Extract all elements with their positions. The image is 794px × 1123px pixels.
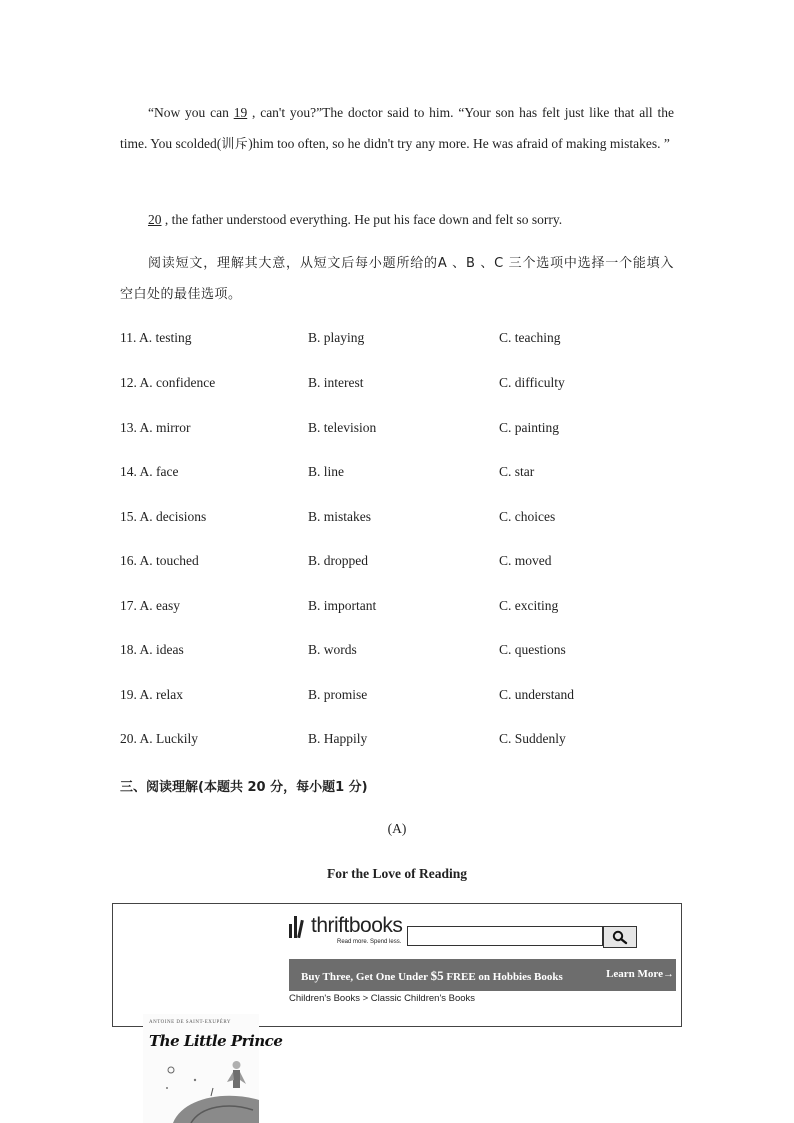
option-a: 18. A. ideas [120,642,184,657]
option-b: B. Happily [308,731,368,746]
question-row [120,731,680,751]
chinese-gloss: 训斥 [221,137,249,152]
promo-text: Buy Three, Get One Under $5 FREE on Hobbies Books [301,968,563,983]
search-input[interactable] [407,926,603,946]
passage-paragraph-1 [120,97,674,160]
instructions: 阅读短文，理解其大意，从短文后每小题所给的A 、B 、C 三个选项中选择一个能填入空白处的最佳选项。 [120,256,674,302]
option-c: C. difficulty [499,375,565,390]
book-title: The Little Prince [149,1032,283,1050]
option-b: B. mistakes [308,509,371,524]
option-c: C. teaching [499,330,561,345]
option-c: C. questions [499,642,566,657]
question-row [120,420,680,440]
question-row [120,553,680,573]
search-icon [612,930,628,944]
passage-text: “Now you can [148,105,234,120]
option-c: C. moved [499,553,552,568]
option-b: B. important [308,598,377,613]
promo-banner[interactable] [289,959,676,991]
option-b: B. playing [308,330,365,345]
option-b: B. television [308,420,377,435]
learn-more-link[interactable]: Learn More→ [606,968,674,980]
option-c: C. Suddenly [499,731,566,746]
option-c: C. star [499,464,535,479]
option-a: 16. A. touched [120,553,199,568]
blank-20: 20 [148,212,162,227]
option-c: C. understand [499,687,574,702]
question-row [120,464,680,484]
option-a: 20. A. Luckily [120,731,198,746]
passage-title: For the Love of Reading [327,866,467,881]
option-a: 11. A. testing [120,330,192,345]
option-b: B. interest [308,375,364,390]
blank-19: 19 [233,105,248,120]
little-prince-illustration [143,1014,259,1123]
question-row [120,598,680,618]
question-row [120,330,680,350]
logo-wordmark: thriftbooks [311,914,403,937]
passage-paragraph-2 [120,204,674,235]
section-heading: 三、阅读理解(本题共 20 分，每小题1 分) [120,780,368,795]
option-a: 17. A. easy [120,598,180,613]
question-row [120,642,680,662]
question-row [120,687,680,707]
option-a: 15. A. decisions [120,509,207,524]
logo-tagline: Read more. Spend less. [337,939,402,945]
option-b: B. promise [308,687,368,702]
question-row [120,375,680,395]
option-a: 19. A. relax [120,687,183,702]
option-b: B. line [308,464,344,479]
option-b: B. dropped [308,553,368,568]
part-label: (A) [387,821,407,836]
book-cover-image [143,1014,283,1123]
passage-text: )him too often, so he didn't try any more. He was afraid of making mistakes. ” [248,136,670,151]
option-a: 13. A. mirror [120,420,191,435]
question-row [120,509,680,529]
option-a: 12. A. confidence [120,375,216,390]
thriftbooks-banner [112,903,682,1027]
search-button[interactable] [603,926,637,948]
option-c: C. choices [499,509,556,524]
books-logo-icon [289,916,307,938]
passage-text: , can't you?”The doctor said to him. “Your son has felt just like that all the time. You scolded( [120,105,674,151]
book-author: ANTOINE DE SAINT-EXUPÉRY [149,1020,231,1025]
passage-text: , the father understood everything. He put his face down and felt so sorry. [161,212,563,227]
option-a: 14. A. face [120,464,179,479]
breadcrumb[interactable]: Children's Books > Classic Children's Books [289,993,476,1004]
option-b: B. words [308,642,357,657]
option-c: C. painting [499,420,559,435]
option-c: C. exciting [499,598,559,613]
